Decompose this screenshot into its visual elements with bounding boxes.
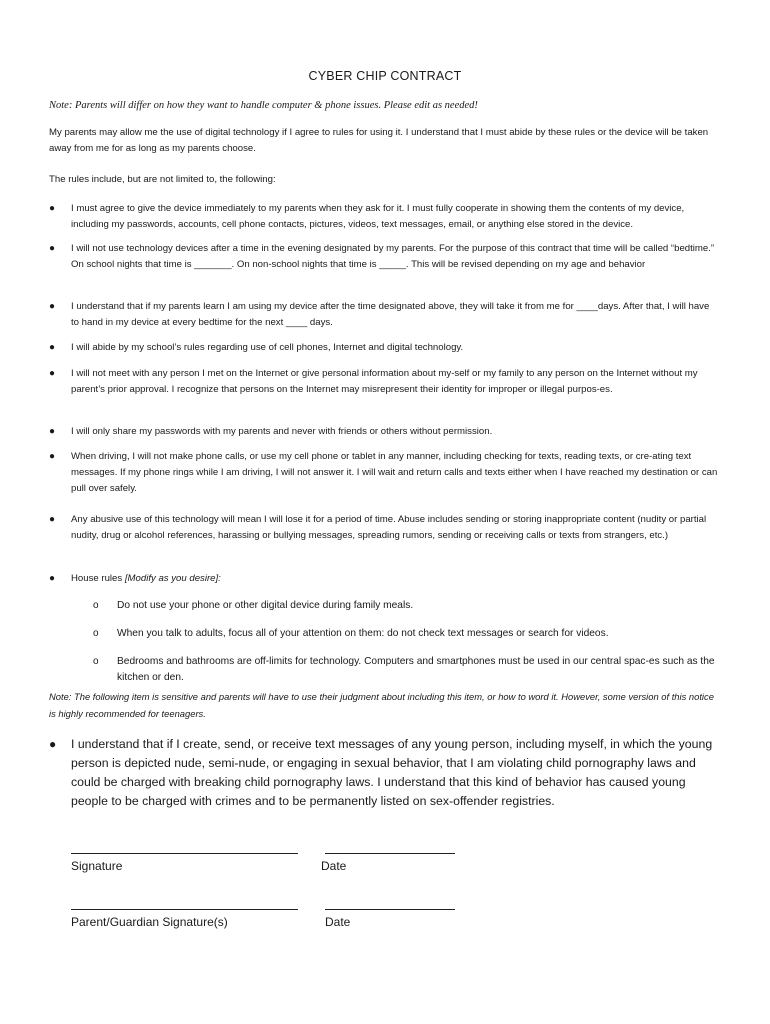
bullet-icon: ● [49,426,56,437]
circle-bullet-icon: o [93,628,99,639]
sensitive-note: Note: The following item is sensitive and parents will have to use their judgment about including this item, or how to word it. However, some version of this notice is highly recommended for teenagers. [49,691,714,719]
bullet-icon: ● [49,243,56,254]
bullet-icon: ● [49,301,56,312]
rule-text: I will only share my passwords with my parents and never with friends or others without permission. [71,426,493,437]
bullet-icon: ● [49,203,56,214]
edit-note: Note: Parents will differ on how they want to handle computer & phone issues. Please edit as needed! [49,100,478,111]
house-rule-text: When you talk to adults, focus all of your attention on them: do not check text messages or search for videos. [117,628,609,639]
rule-text: I understand that if my parents learn I am using my device after the time designated above, they will take it from me for ____days. After that, I will have to hand in my device at every bedtime for the next ____ days. [71,301,710,328]
rule-text: I will not use technology devices after a time in the evening designated by my parents. For the purpose of this contract that time will be called “bedtime.” On school nights that time is _______. On non-school nights that time is _____. This will be revised depending on my age and behavior [71,243,715,270]
house-rule-text: Do not use your phone or other digital device during family meals. [117,600,414,611]
bullet-icon: ● [49,737,57,751]
house-rules-label: House rules [71,573,125,584]
bullet-icon: ● [49,514,56,525]
parent-signature-line[interactable] [71,909,298,910]
rules-intro: The rules include, but are not limited to, the following: [49,174,276,185]
rule-text: I must agree to give the device immediately to my parents when they ask for it. I must fully cooperate in showing them the contents of my device, including my passwords, accounts, cell phone contacts, pictures, videos, text messages, email, or anything else stored in the device. [71,203,685,230]
sensitive-item-text: I understand that if I create, send, or receive text messages of any young person, including myself, in which the young person is depicted nude, semi-nude, or engaging in sexual behavior, that I am violating child pornography laws and could be charged with breaking child pornography laws. I understand that this kind of behavior has caused young people to be charged with crimes and to be permanently listed on sex-offender registries. [71,737,713,808]
intro-paragraph: My parents may allow me the use of digital technology if I agree to rules for using it. I understand that I must abide by these rules or the device will be taken away from me for as long as my parents choose. [49,127,709,154]
rule-text: When driving, I will not make phone calls, or use my cell phone or tablet in any manner, including checking for texts, reading texts, or cre-ating text messages. If my phone rings while I am driving, I will not answer it. I will wait and return calls and texts either when I have reached my destination or can pull over safely. [71,451,718,494]
parent-signature-label: Parent/Guardian Signature(s) [71,915,228,929]
rule-text: I will abide by my school’s rules regarding use of cell phones, Internet and digital technology. [71,342,464,353]
page-title: CYBER CHIP CONTRACT [308,69,462,83]
signature-line[interactable] [71,853,298,854]
bullet-icon: ● [49,451,56,462]
parent-date-line[interactable] [325,909,455,910]
date-label: Date [321,859,347,873]
bullet-icon: ● [49,368,56,379]
bullet-icon: ● [49,573,56,584]
date-line[interactable] [325,853,455,854]
circle-bullet-icon: o [93,656,99,667]
rule-text: Any abusive use of this technology will mean I will lose it for a period of time. Abuse includes sending or storing inappropriate content (nudity or partial nudity, drug or alcohol references, harassing or bullying messages, spreading rumors, sending or receiving calls or texts from strangers, etc.) [71,514,707,541]
house-rule-text: Bedrooms and bathrooms are off-limits for technology. Computers and smartphones must be used in our central spac-es such as the kitchen or den. [117,656,715,683]
parent-date-label: Date [325,915,351,929]
rule-text: I will not meet with any person I met on the Internet or give personal information about my-self or my family to any person on the Internet without my parent’s prior approval. I recognize that persons on the Internet may misrepresent their identity for improper or illegal purpos-es. [71,368,698,395]
bullet-icon: ● [49,342,56,353]
signature-label: Signature [71,859,123,873]
house-rules-hint: [Modify as you desire]: [124,573,221,584]
circle-bullet-icon: o [93,600,99,611]
